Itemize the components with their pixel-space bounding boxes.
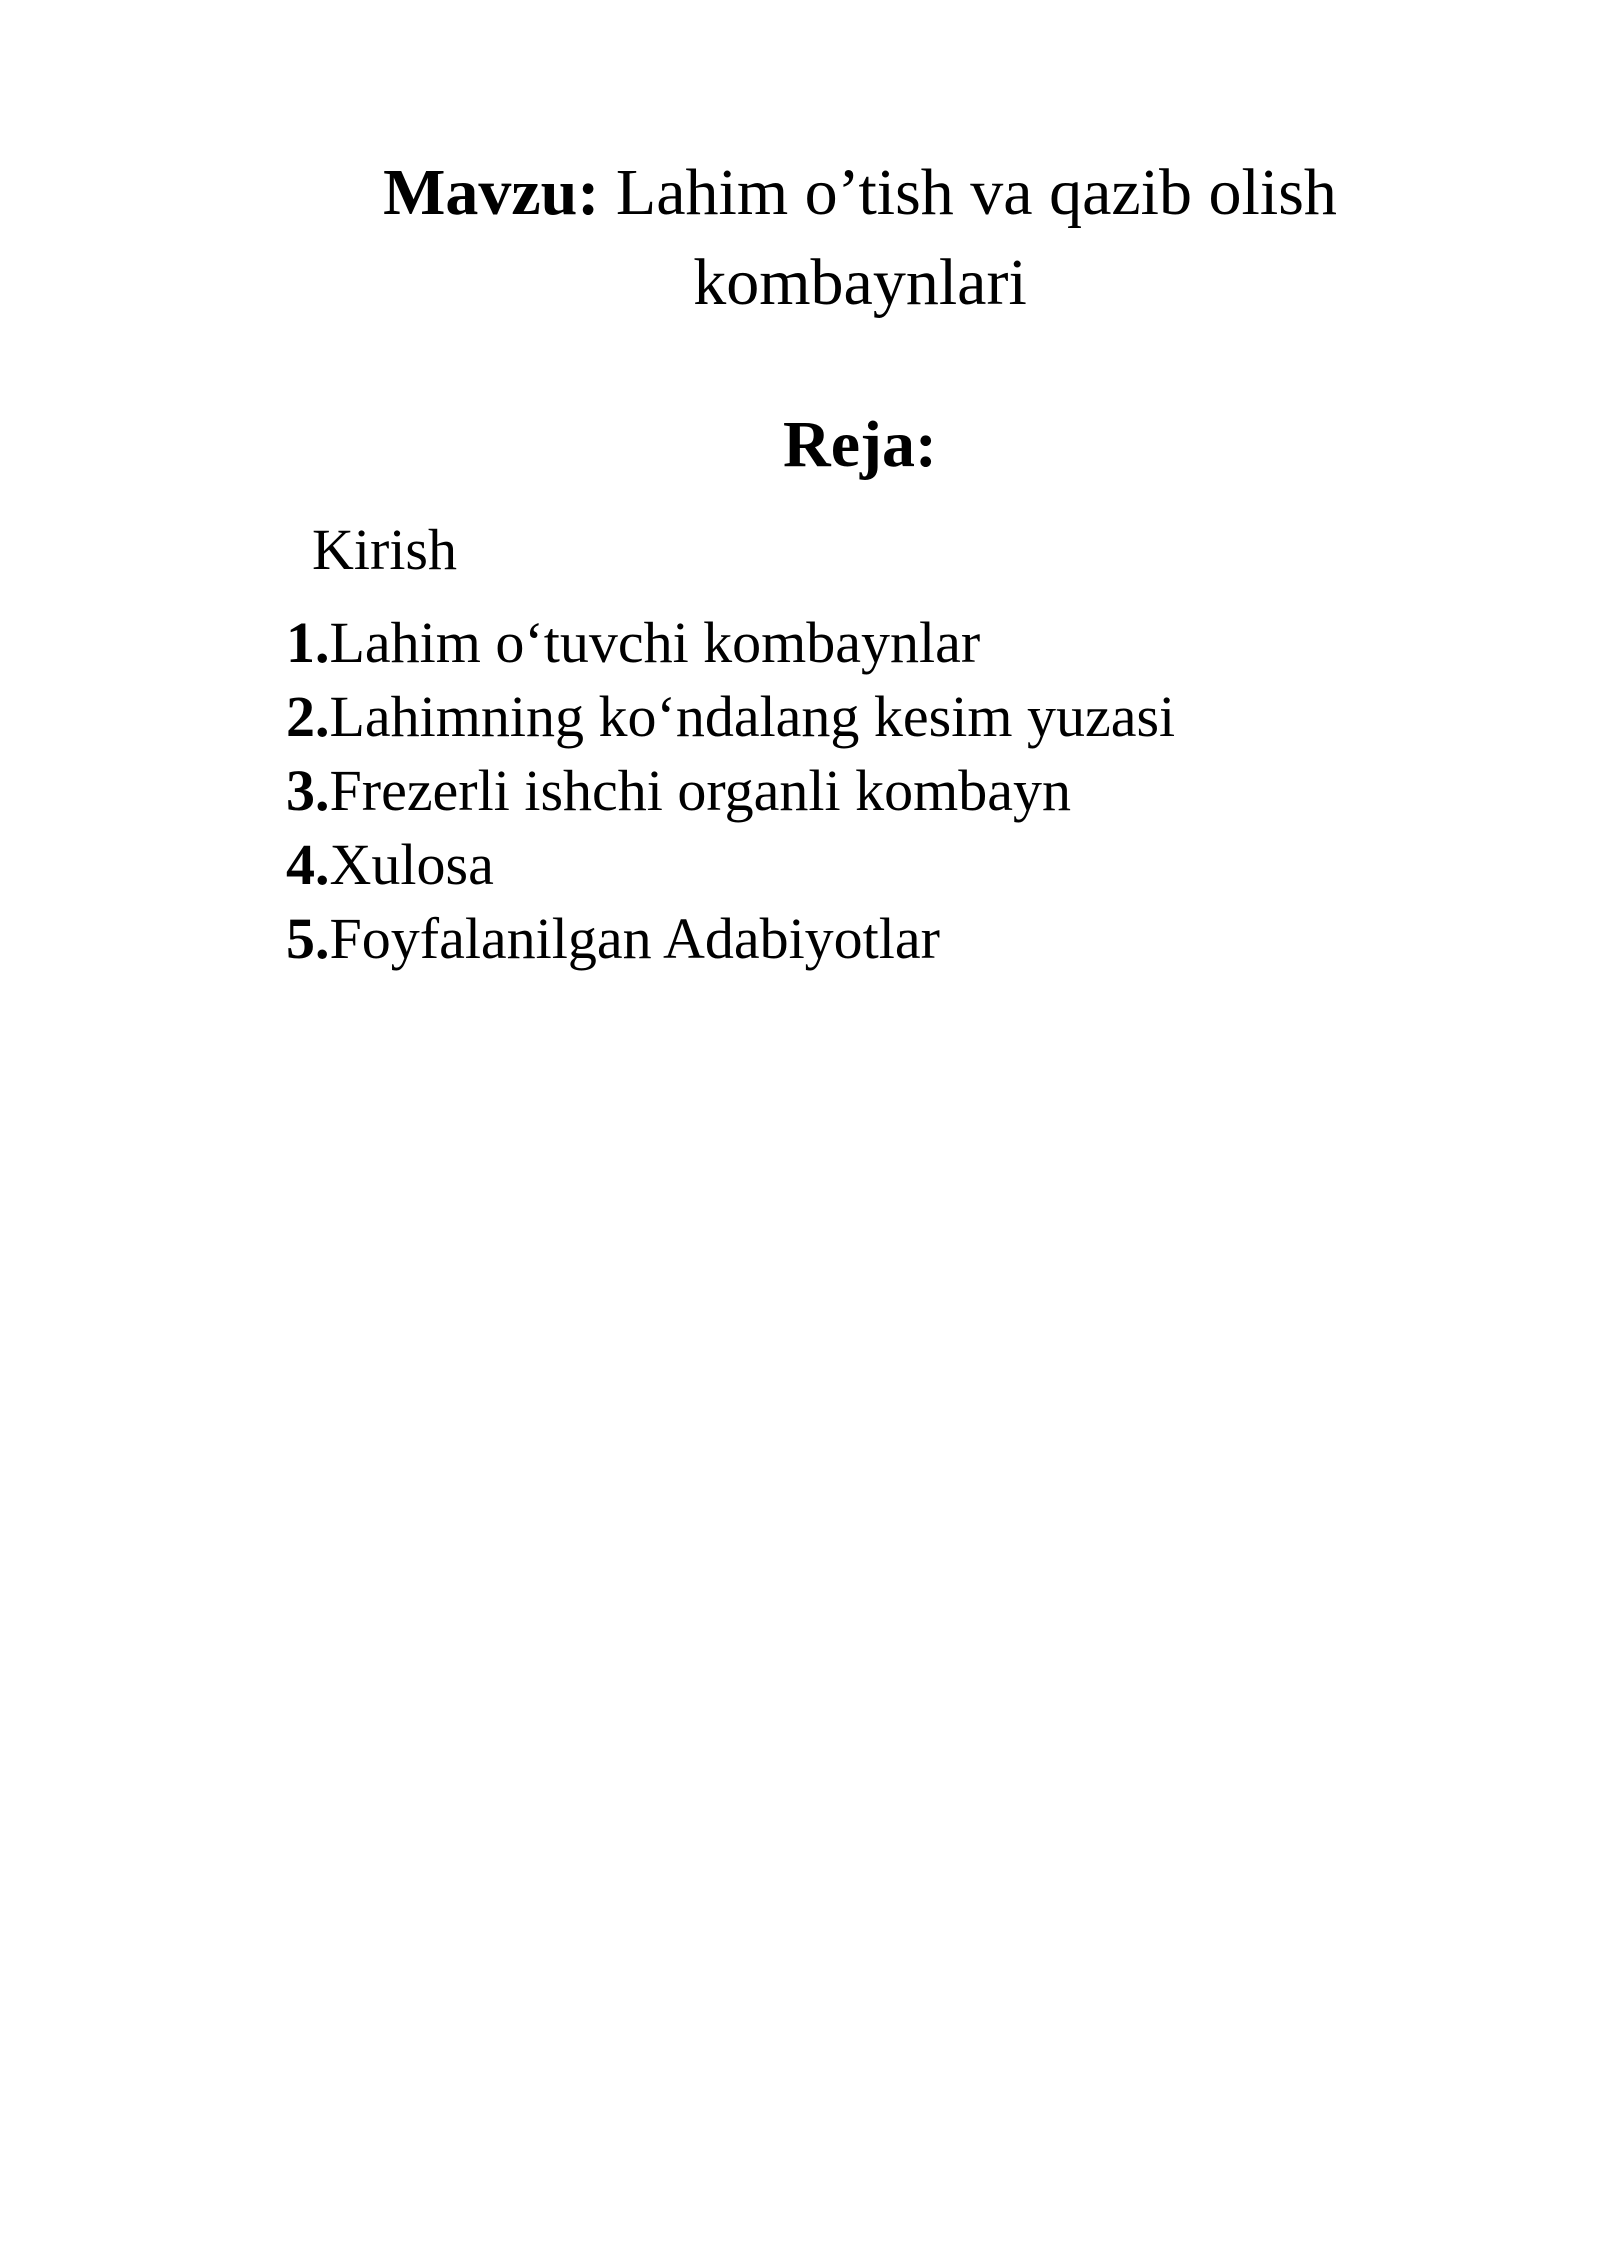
intro-item: Kirish — [312, 517, 457, 582]
plan-item — [286, 606, 1175, 680]
plan-item-number: 4. — [286, 832, 330, 897]
plan-item-number: 5. — [286, 906, 330, 971]
plan-heading: Reja: — [783, 408, 937, 481]
plan-item-text: Lahim o‘tuvchi kombaynlar — [329, 610, 981, 675]
plan-item — [286, 828, 1175, 902]
plan-list — [286, 606, 1175, 976]
plan-item — [286, 902, 1175, 976]
document-title — [290, 148, 1430, 328]
title-text-line2: kombaynlari — [693, 246, 1027, 319]
plan-item-text: Frezerli ishchi organli kombayn — [329, 758, 1071, 823]
plan-item — [286, 680, 1175, 754]
plan-item-number: 2. — [286, 684, 330, 749]
plan-item-number: 1. — [286, 610, 330, 675]
title-text-line1: Lahim o’tish va qazib olish — [615, 156, 1337, 229]
plan-item-text: Foyfalanilgan Adabiyotlar — [329, 906, 940, 971]
plan-item-text: Xulosa — [329, 832, 494, 897]
title-label: Mavzu: — [383, 156, 600, 229]
plan-item-number: 3. — [286, 758, 330, 823]
plan-item — [286, 754, 1175, 828]
plan-item-text: Lahimning ko‘ndalang kesim yuzasi — [329, 684, 1176, 749]
